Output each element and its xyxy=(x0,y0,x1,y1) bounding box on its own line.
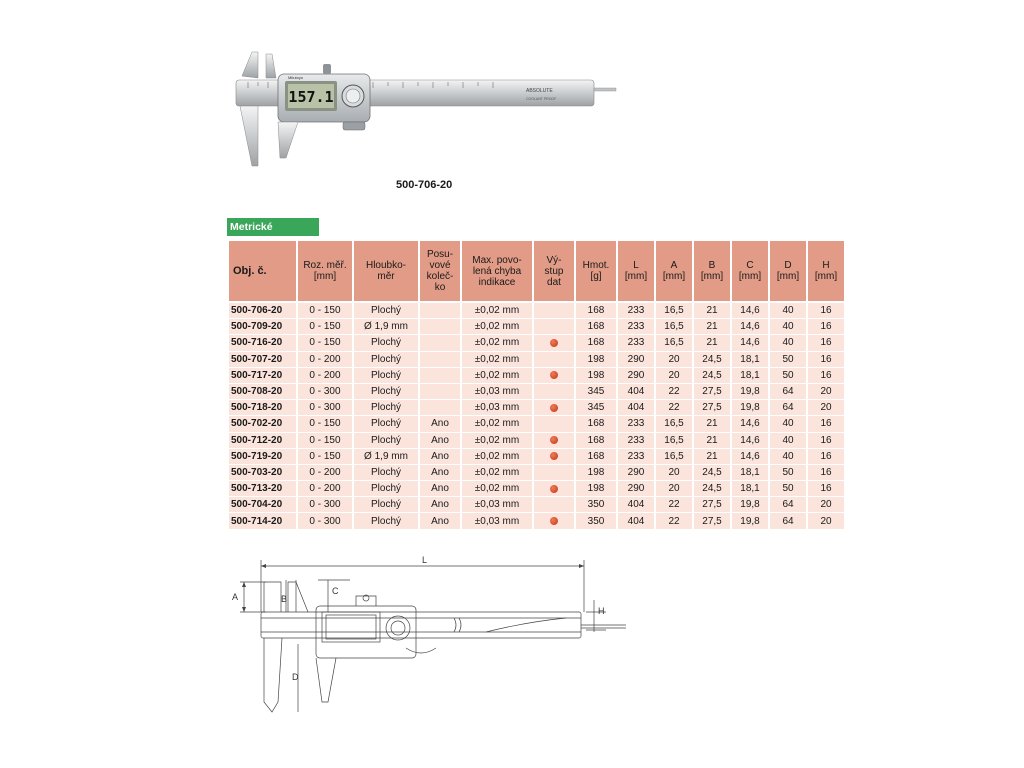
cell-depth: Plochý xyxy=(354,481,418,497)
cell-h: 20 xyxy=(808,400,844,416)
cell-b: 21 xyxy=(694,335,730,351)
cell-data-output xyxy=(534,513,574,529)
cell-h: 20 xyxy=(808,384,844,400)
cell-b: 27,5 xyxy=(694,384,730,400)
cell-c: 14,6 xyxy=(732,433,768,449)
cell-a: 22 xyxy=(656,400,692,416)
cell-h: 16 xyxy=(808,368,844,384)
cell-b: 24,5 xyxy=(694,465,730,481)
cell-range: 0 - 150 xyxy=(298,416,352,432)
data-output-dot-icon xyxy=(550,371,558,379)
cell-wheel xyxy=(420,384,460,400)
cell-d: 64 xyxy=(770,400,806,416)
cell-l: 233 xyxy=(618,449,654,465)
cell-code: 500-702-20 xyxy=(229,416,296,432)
cell-h: 16 xyxy=(808,335,844,351)
table-row xyxy=(229,513,844,529)
cell-range: 0 - 150 xyxy=(298,433,352,449)
cell-data-output xyxy=(534,384,574,400)
cell-mass: 345 xyxy=(576,384,616,400)
table-row xyxy=(229,416,844,432)
cell-a: 16,5 xyxy=(656,303,692,319)
cell-a: 22 xyxy=(656,384,692,400)
cell-h: 16 xyxy=(808,449,844,465)
cell-c: 14,6 xyxy=(732,335,768,351)
cell-range: 0 - 200 xyxy=(298,352,352,368)
cell-mass: 168 xyxy=(576,335,616,351)
cell-d: 40 xyxy=(770,335,806,351)
cell-mass: 345 xyxy=(576,400,616,416)
cell-error: ±0,03 mm xyxy=(462,513,532,529)
cell-c: 19,8 xyxy=(732,400,768,416)
cell-mass: 198 xyxy=(576,368,616,384)
table-row xyxy=(229,303,844,319)
cell-wheel xyxy=(420,335,460,351)
cell-code: 500-706-20 xyxy=(229,303,296,319)
cell-a: 20 xyxy=(656,352,692,368)
cell-b: 27,5 xyxy=(694,400,730,416)
cell-error: ±0,02 mm xyxy=(462,319,532,335)
cell-wheel: Ano xyxy=(420,416,460,432)
cell-wheel: Ano xyxy=(420,465,460,481)
cell-wheel: Ano xyxy=(420,481,460,497)
cell-d: 40 xyxy=(770,433,806,449)
cell-b: 21 xyxy=(694,449,730,465)
cell-error: ±0,02 mm xyxy=(462,481,532,497)
cell-error: ±0,03 mm xyxy=(462,400,532,416)
cell-error: ±0,03 mm xyxy=(462,497,532,513)
cell-mass: 168 xyxy=(576,319,616,335)
cell-depth: Plochý xyxy=(354,384,418,400)
cell-code: 500-714-20 xyxy=(229,513,296,529)
cell-wheel xyxy=(420,400,460,416)
cell-b: 21 xyxy=(694,319,730,335)
cell-c: 19,8 xyxy=(732,513,768,529)
cell-range: 0 - 150 xyxy=(298,303,352,319)
cell-wheel: Ano xyxy=(420,433,460,449)
cell-depth: Ø 1,9 mm xyxy=(354,319,418,335)
cell-mass: 350 xyxy=(576,513,616,529)
cell-a: 16,5 xyxy=(656,335,692,351)
cell-data-output xyxy=(534,449,574,465)
cell-h: 20 xyxy=(808,497,844,513)
dimension-label-A: A xyxy=(232,592,239,602)
cell-d: 50 xyxy=(770,352,806,368)
cell-range: 0 - 300 xyxy=(298,400,352,416)
cell-a: 20 xyxy=(656,481,692,497)
table-row xyxy=(229,449,844,465)
table-header-row xyxy=(229,241,844,303)
cell-data-output xyxy=(534,335,574,351)
cell-l: 404 xyxy=(618,400,654,416)
cell-mass: 350 xyxy=(576,497,616,513)
cell-range: 0 - 150 xyxy=(298,335,352,351)
table-header-cell: A [mm] xyxy=(656,241,692,303)
cell-code: 500-719-20 xyxy=(229,449,296,465)
caliper-product-photo xyxy=(228,48,620,176)
cell-range: 0 - 300 xyxy=(298,513,352,529)
cell-h: 16 xyxy=(808,352,844,368)
cell-code: 500-704-20 xyxy=(229,497,296,513)
table-header-cell: B [mm] xyxy=(694,241,730,303)
cell-h: 16 xyxy=(808,481,844,497)
cell-a: 16,5 xyxy=(656,433,692,449)
cell-depth: Plochý xyxy=(354,400,418,416)
cell-depth: Plochý xyxy=(354,465,418,481)
cell-h: 20 xyxy=(808,513,844,529)
svg-text:COOLANT PROOF: COOLANT PROOF xyxy=(526,97,557,101)
cell-range: 0 - 150 xyxy=(298,449,352,465)
table-header-cell: Posu- vové koleč- ko xyxy=(420,241,460,303)
cell-a: 22 xyxy=(656,497,692,513)
cell-l: 233 xyxy=(618,433,654,449)
cell-c: 18,1 xyxy=(732,465,768,481)
section-label-metric: Metrické xyxy=(227,218,319,236)
table-header-cell: C [mm] xyxy=(732,241,768,303)
cell-depth: Plochý xyxy=(354,335,418,351)
data-output-dot-icon xyxy=(550,339,558,347)
cell-code: 500-712-20 xyxy=(229,433,296,449)
cell-h: 16 xyxy=(808,416,844,432)
cell-range: 0 - 200 xyxy=(298,465,352,481)
cell-d: 50 xyxy=(770,465,806,481)
cell-b: 27,5 xyxy=(694,513,730,529)
data-output-dot-icon xyxy=(550,485,558,493)
cell-c: 14,6 xyxy=(732,319,768,335)
cell-data-output xyxy=(534,400,574,416)
cell-depth: Plochý xyxy=(354,303,418,319)
cell-code: 500-716-20 xyxy=(229,335,296,351)
table-row xyxy=(229,465,844,481)
cell-data-output xyxy=(534,465,574,481)
cell-range: 0 - 200 xyxy=(298,481,352,497)
cell-range: 0 - 300 xyxy=(298,384,352,400)
cell-error: ±0,02 mm xyxy=(462,416,532,432)
cell-error: ±0,02 mm xyxy=(462,449,532,465)
dimension-label-D: D xyxy=(292,672,299,682)
cell-b: 21 xyxy=(694,433,730,449)
cell-depth: Plochý xyxy=(354,352,418,368)
cell-error: ±0,02 mm xyxy=(462,335,532,351)
table-header-cell: Obj. č. xyxy=(229,241,296,303)
cell-wheel: Ano xyxy=(420,513,460,529)
table-header-cell: Hloubko- měr xyxy=(354,241,418,303)
cell-data-output xyxy=(534,352,574,368)
cell-l: 290 xyxy=(618,481,654,497)
table-row xyxy=(229,497,844,513)
cell-error: ±0,02 mm xyxy=(462,433,532,449)
cell-wheel: Ano xyxy=(420,449,460,465)
cell-b: 24,5 xyxy=(694,368,730,384)
cell-code: 500-717-20 xyxy=(229,368,296,384)
table-header-cell: Max. povo- lená chyba indikace xyxy=(462,241,532,303)
cell-a: 20 xyxy=(656,465,692,481)
cell-code: 500-709-20 xyxy=(229,319,296,335)
cell-wheel xyxy=(420,352,460,368)
cell-d: 40 xyxy=(770,303,806,319)
cell-h: 16 xyxy=(808,465,844,481)
cell-c: 18,1 xyxy=(732,352,768,368)
cell-mass: 168 xyxy=(576,303,616,319)
dimension-label-B: B xyxy=(281,594,288,604)
table-row xyxy=(229,335,844,351)
cell-mass: 198 xyxy=(576,352,616,368)
cell-data-output xyxy=(534,368,574,384)
table-header-cell: H [mm] xyxy=(808,241,844,303)
cell-c: 18,1 xyxy=(732,481,768,497)
cell-depth: Plochý xyxy=(354,416,418,432)
cell-code: 500-713-20 xyxy=(229,481,296,497)
cell-code: 500-718-20 xyxy=(229,400,296,416)
table-body xyxy=(229,303,844,530)
cell-a: 16,5 xyxy=(656,319,692,335)
cell-c: 14,6 xyxy=(732,416,768,432)
table-row xyxy=(229,368,844,384)
cell-d: 40 xyxy=(770,449,806,465)
cell-d: 40 xyxy=(770,319,806,335)
cell-depth: Plochý xyxy=(354,513,418,529)
cell-b: 21 xyxy=(694,303,730,319)
cell-error: ±0,03 mm xyxy=(462,384,532,400)
cell-depth: Ø 1,9 mm xyxy=(354,449,418,465)
cell-data-output xyxy=(534,481,574,497)
cell-data-output xyxy=(534,319,574,335)
table-row xyxy=(229,433,844,449)
cell-d: 50 xyxy=(770,368,806,384)
cell-h: 16 xyxy=(808,319,844,335)
cell-error: ±0,02 mm xyxy=(462,303,532,319)
cell-b: 27,5 xyxy=(694,497,730,513)
cell-b: 24,5 xyxy=(694,481,730,497)
cell-b: 24,5 xyxy=(694,352,730,368)
product-model-caption: 500-706-20 xyxy=(396,179,453,191)
cell-error: ±0,02 mm xyxy=(462,352,532,368)
svg-text:ABSOLUTE: ABSOLUTE xyxy=(526,88,553,94)
cell-a: 22 xyxy=(656,513,692,529)
data-output-dot-icon xyxy=(550,436,558,444)
cell-l: 290 xyxy=(618,368,654,384)
dimension-label-L: L xyxy=(422,555,428,565)
cell-wheel xyxy=(420,319,460,335)
table-row xyxy=(229,400,844,416)
cell-code: 500-708-20 xyxy=(229,384,296,400)
table-header-cell: Roz. měř. [mm] xyxy=(298,241,352,303)
table-row xyxy=(229,481,844,497)
cell-l: 404 xyxy=(618,513,654,529)
cell-h: 16 xyxy=(808,303,844,319)
cell-depth: Plochý xyxy=(354,497,418,513)
cell-d: 64 xyxy=(770,513,806,529)
caliper-dimension-diagram xyxy=(226,552,628,722)
table-row xyxy=(229,384,844,400)
cell-wheel xyxy=(420,368,460,384)
cell-code: 500-707-20 xyxy=(229,352,296,368)
cell-l: 290 xyxy=(618,352,654,368)
cell-wheel: Ano xyxy=(420,497,460,513)
data-output-dot-icon xyxy=(550,404,558,412)
table-row xyxy=(229,319,844,335)
cell-h: 16 xyxy=(808,433,844,449)
dimension-label-H: H xyxy=(598,606,605,616)
specification-table xyxy=(227,241,846,530)
cell-mass: 198 xyxy=(576,465,616,481)
cell-d: 64 xyxy=(770,384,806,400)
cell-range: 0 - 150 xyxy=(298,319,352,335)
cell-l: 233 xyxy=(618,319,654,335)
cell-wheel xyxy=(420,303,460,319)
table-header-cell: L [mm] xyxy=(618,241,654,303)
table-header-cell: Vý- stup dat xyxy=(534,241,574,303)
cell-data-output xyxy=(534,433,574,449)
data-output-dot-icon xyxy=(550,517,558,525)
brand-label: Mitutoyo xyxy=(288,75,304,80)
cell-data-output xyxy=(534,497,574,513)
cell-a: 16,5 xyxy=(656,449,692,465)
table-row xyxy=(229,352,844,368)
cell-mass: 168 xyxy=(576,433,616,449)
cell-c: 18,1 xyxy=(732,368,768,384)
cell-error: ±0,02 mm xyxy=(462,368,532,384)
cell-a: 20 xyxy=(656,368,692,384)
cell-depth: Plochý xyxy=(354,368,418,384)
cell-depth: Plochý xyxy=(354,433,418,449)
display-reading: 157.1 xyxy=(288,88,334,106)
cell-range: 0 - 300 xyxy=(298,497,352,513)
cell-a: 16,5 xyxy=(656,416,692,432)
cell-c: 14,6 xyxy=(732,449,768,465)
cell-d: 50 xyxy=(770,481,806,497)
cell-l: 290 xyxy=(618,465,654,481)
cell-l: 404 xyxy=(618,384,654,400)
cell-mass: 168 xyxy=(576,416,616,432)
cell-mass: 168 xyxy=(576,449,616,465)
cell-data-output xyxy=(534,303,574,319)
cell-l: 233 xyxy=(618,335,654,351)
dimension-label-C: C xyxy=(332,586,339,596)
cell-l: 233 xyxy=(618,303,654,319)
table-header-cell: Hmot. [g] xyxy=(576,241,616,303)
cell-l: 404 xyxy=(618,497,654,513)
data-output-dot-icon xyxy=(550,452,558,460)
cell-l: 233 xyxy=(618,416,654,432)
cell-d: 64 xyxy=(770,497,806,513)
cell-c: 14,6 xyxy=(732,303,768,319)
cell-b: 21 xyxy=(694,416,730,432)
cell-error: ±0,02 mm xyxy=(462,465,532,481)
cell-d: 40 xyxy=(770,416,806,432)
cell-data-output xyxy=(534,416,574,432)
cell-c: 19,8 xyxy=(732,384,768,400)
table-header-cell: D [mm] xyxy=(770,241,806,303)
cell-mass: 198 xyxy=(576,481,616,497)
cell-range: 0 - 200 xyxy=(298,368,352,384)
cell-c: 19,8 xyxy=(732,497,768,513)
cell-code: 500-703-20 xyxy=(229,465,296,481)
